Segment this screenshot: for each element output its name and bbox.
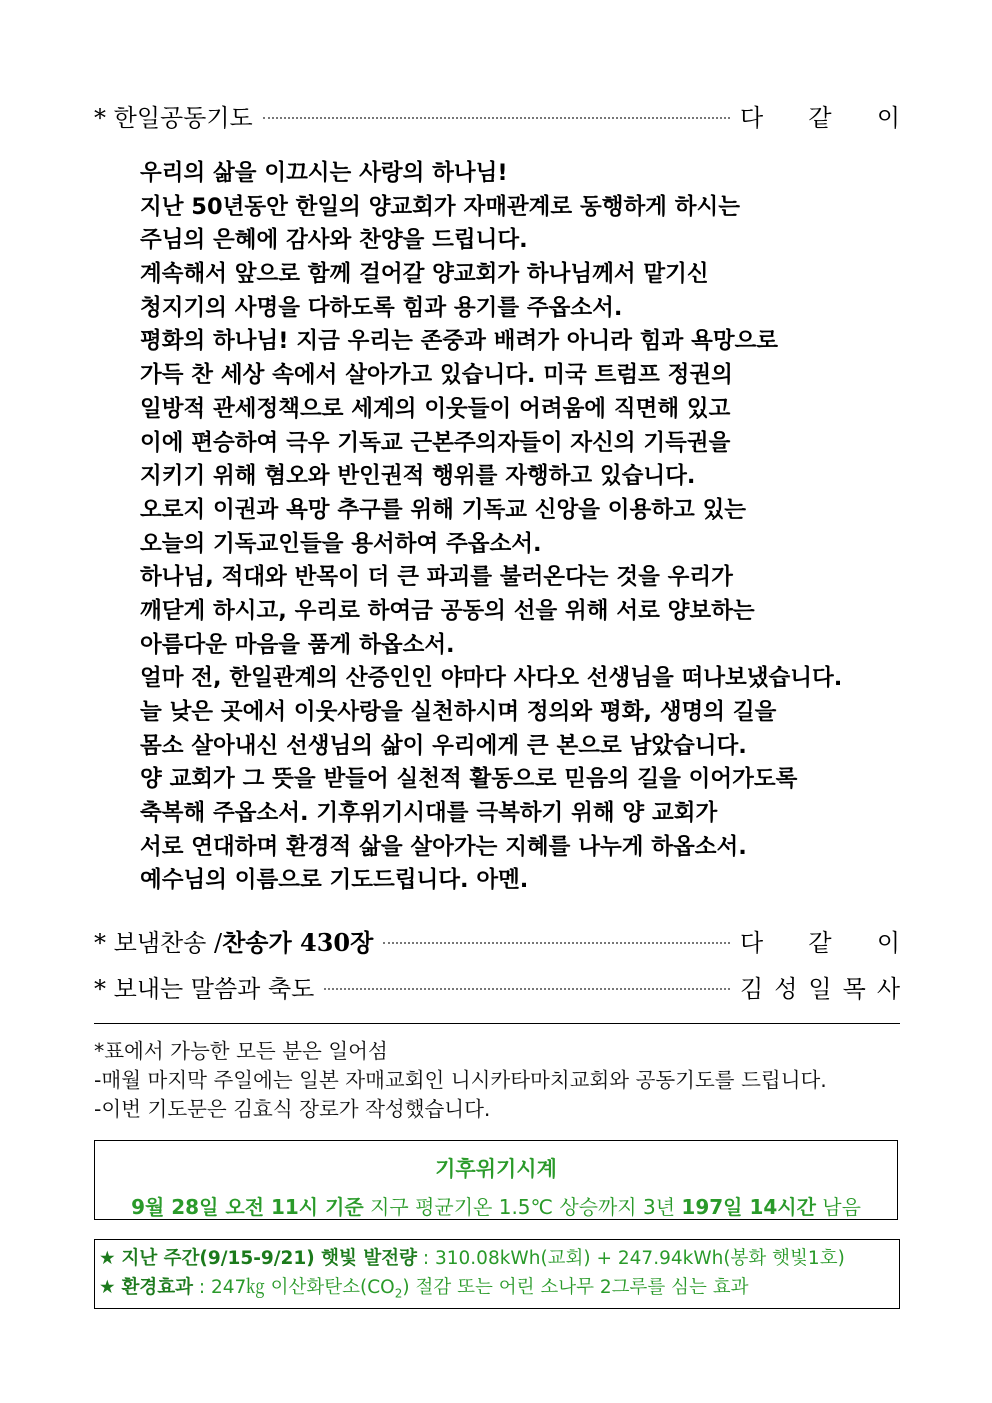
prayer-line: 오늘의 기독교인들을 용서하여 주옵소서.: [140, 530, 542, 557]
prayer-line: 지난 50년동안 한일의 양교회가 자매관계로 동행하게 하시는: [140, 193, 740, 220]
order-row-hymn: [94, 922, 900, 958]
note-line: -매월 마지막 주일에는 일본 자매교회인 니시카타마치교회와 공동기도를 드립니다.: [94, 1068, 827, 1092]
order-row-benediction: [94, 968, 900, 1004]
note-line: *표에서 가능한 모든 분은 일어섬: [94, 1039, 388, 1063]
order-leader-name: 다 같 이: [740, 103, 900, 132]
prayer-line: 청지기의 사명을 다하도록 힘과 용기를 주옵소서.: [140, 294, 623, 321]
prayer-line: 얼마 전, 한일관계의 산증인인 야마다 사다오 선생님을 떠나보냈습니다.: [140, 665, 843, 692]
star-icon: ★: [99, 1248, 116, 1269]
prayer-text: [140, 157, 900, 898]
order-label: * 보내는 말씀과 축도: [94, 974, 315, 1003]
prayer-line: 아름다운 마음을 품게 하옵소서.: [140, 631, 455, 658]
divider: [94, 1023, 900, 1024]
prayer-line: 계속해서 앞으로 함께 걸어갈 양교회가 하나님께서 맡기신: [140, 261, 709, 288]
prayer-line: 예수님의 이름으로 기도드립니다. 아멘.: [140, 867, 529, 894]
notes: [94, 1037, 900, 1124]
order-leader-name: 다 같 이: [740, 928, 900, 957]
climate-clock-title: 기후위기시계: [435, 1157, 557, 1181]
prayer-line: 지키기 위해 혐오와 반인권적 행위를 자행하고 있습니다.: [140, 463, 696, 490]
dot-leader: [383, 942, 730, 944]
dot-leader: [324, 988, 730, 990]
prayer-line: 양 교회가 그 뜻을 받들어 실천적 활동으로 믿음의 길을 이어가도록: [140, 766, 798, 793]
prayer-line: 하나님, 적대와 반목이 더 큰 파괴를 불러온다는 것을 우리가: [140, 564, 733, 591]
prayer-line: 평화의 하나님! 지금 우리는 존중과 배려가 아니라 힘과 욕망으로: [140, 328, 779, 355]
prayer-line: 늘 낮은 곳에서 이웃사랑을 실천하시며 정의와 평화, 생명의 길을: [140, 699, 777, 725]
hymn-number: 찬송가 430장: [222, 927, 374, 957]
prayer-line: 이에 편승하여 극우 기독교 근본주의자들이 자신의 기득권을: [140, 429, 731, 456]
prayer-line: 오로지 이권과 욕망 추구를 위해 기독교 신앙을 이용하고 있는: [140, 496, 747, 523]
prayer-line: 깨닫게 하시고, 우리로 하여금 공동의 선을 위해 서로 양보하는: [140, 597, 755, 624]
order-label: * 한일공동기도: [94, 103, 253, 132]
dot-leader: [263, 117, 730, 119]
prayer-line: 일방적 관세정책으로 세계의 이웃들이 어려움에 직면해 있고: [140, 395, 731, 422]
prayer-line: 주님의 은혜에 감사와 찬양을 드립니다.: [140, 227, 528, 254]
star-icon: ★: [99, 1277, 116, 1298]
order-row-prayer: [94, 97, 900, 133]
solar-power-box: [94, 1239, 900, 1309]
prayer-line: 몸소 살아내신 선생님의 삶이 우리에게 큰 본으로 남았습니다.: [140, 732, 747, 759]
prayer-line: 서로 연대하며 환경적 삶을 살아가는 지혜를 나누게 하옵소서.: [140, 833, 747, 860]
climate-clock-box: [94, 1140, 898, 1220]
climate-clock-line: 9월 28일 오전 11시 기준 지구 평균기온 1.5℃ 상승까지 3년 197일 14시간 남음: [131, 1195, 861, 1219]
prayer-line: 가득 찬 세상 속에서 살아가고 있습니다. 미국 트럼프 정권의: [140, 362, 733, 389]
solar-line-generation: ★ 지난 주간(9/15-9/21) 햇빛 발전량 : 310.08kWh(교회) + 247.94kWh(봉화 햇빛1호): [99, 1248, 845, 1269]
solar-line-effect: ★ 환경효과 : 247㎏ 이산화탄소$(CO_2)$ 절감 또는 어린 소나무 2그루를 심는 효과: [99, 1277, 749, 1301]
note-line: -이번 기도문은 김효식 장로가 작성했습니다.: [94, 1097, 491, 1121]
order-leader-name: 김 성 일 목 사: [740, 974, 900, 1003]
prayer-line: 축복해 주옵소서. 기후위기시대를 극복하기 위해 양 교회가: [140, 800, 718, 827]
prayer-line: 우리의 삶을 이끄시는 사랑의 하나님!: [140, 160, 508, 186]
order-label: * 보냄찬송 /: [94, 928, 223, 957]
